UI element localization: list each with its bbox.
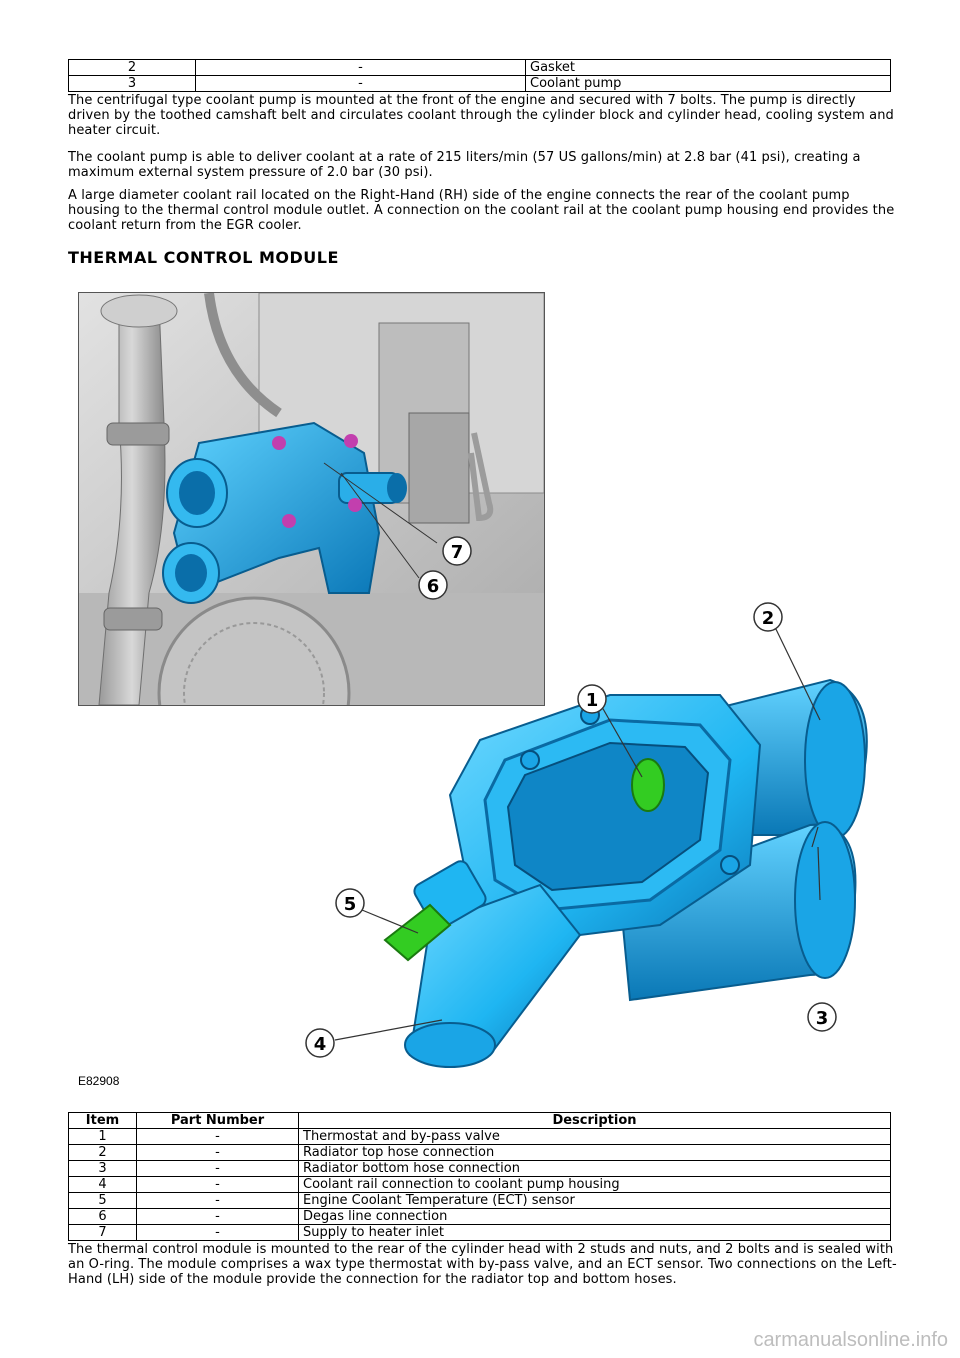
callout-1 <box>578 685 606 713</box>
item-cell: 5 <box>69 1193 137 1209</box>
part-number-cell: - <box>196 76 526 92</box>
svg-text:2: 2 <box>761 608 775 629</box>
callout-5 <box>336 889 364 917</box>
header-item: Item <box>69 1113 137 1129</box>
table-row <box>69 1161 891 1177</box>
svg-text:7: 7 <box>450 542 464 563</box>
parts-table <box>68 1112 891 1241</box>
table-row <box>69 1193 891 1209</box>
table-row <box>69 1177 891 1193</box>
svg-text:6: 6 <box>426 576 440 597</box>
table-header-row <box>69 1113 891 1129</box>
table-row <box>69 1129 891 1145</box>
item-cell: 6 <box>69 1209 137 1225</box>
description-cell: Radiator bottom hose connection <box>299 1161 891 1177</box>
header-description: Description <box>299 1113 891 1129</box>
table-row <box>69 1225 891 1241</box>
callout-3 <box>808 1003 836 1031</box>
callout-4 <box>306 1029 334 1057</box>
description-cell: Coolant rail connection to coolant pump housing <box>299 1177 891 1193</box>
thermal-module-diagram <box>290 595 890 1085</box>
part-number-cell: - <box>137 1161 299 1177</box>
table-row <box>69 1209 891 1225</box>
item-cell: 4 <box>69 1177 137 1193</box>
item-cell: 2 <box>69 60 196 76</box>
svg-text:1: 1 <box>585 690 599 711</box>
item-cell: 2 <box>69 1145 137 1161</box>
callout-2 <box>754 603 782 631</box>
description-cell: Coolant pump <box>526 76 891 92</box>
item-cell: 7 <box>69 1225 137 1241</box>
figure-id: E82908 <box>78 1074 120 1088</box>
part-number-cell: - <box>137 1193 299 1209</box>
table-row <box>69 60 891 76</box>
paragraph-coolant-pump: The centrifugal type coolant pump is mounted at the front of the engine and secured with 7 bolts. The pump is directly driven by the toothed camshaft belt and circulates coolant through the cylinder block and cylinder head, cooling system and heater circuit. <box>68 93 894 138</box>
paragraph-coolant-rail: A large diameter coolant rail located on the Right-Hand (RH) side of the engine connects the rear of the coolant pump housing to the thermal control module outlet. A connection on the coolant rail at the coolant pump housing end provides the coolant return from the EGR cooler. <box>68 188 895 233</box>
callout-7 <box>443 537 471 565</box>
top-parts-table <box>68 59 891 92</box>
description-cell: Supply to heater inlet <box>299 1225 891 1241</box>
part-number-cell: - <box>137 1177 299 1193</box>
description-cell: Gasket <box>526 60 891 76</box>
svg-text:5: 5 <box>343 894 357 915</box>
item-cell: 3 <box>69 1161 137 1177</box>
site-watermark: carmanualsonline.info <box>753 1329 948 1351</box>
table-row <box>69 1145 891 1161</box>
header-part-number: Part Number <box>137 1113 299 1129</box>
part-number-cell: - <box>137 1129 299 1145</box>
paragraph-thermal-module: The thermal control module is mounted to the rear of the cylinder head with 2 studs and nuts, and 2 bolts and is sealed with an O-ring. The module comprises a wax type thermostat with by-pass valve, and an ECT sensor. Two connections on the Left-Hand (LH) side of the module provide the connection for the radiator top and bottom hoses. <box>68 1242 897 1287</box>
part-number-cell: - <box>137 1225 299 1241</box>
description-cell: Degas line connection <box>299 1209 891 1225</box>
item-cell: 3 <box>69 76 196 92</box>
part-number-cell: - <box>196 60 526 76</box>
svg-text:4: 4 <box>313 1034 327 1055</box>
description-cell: Thermostat and by-pass valve <box>299 1129 891 1145</box>
paragraph-pump-rate: The coolant pump is able to deliver coolant at a rate of 215 liters/min (57 US gallons/min) at 2.8 bar (41 psi), creating a maximum external system pressure of 2.0 bar (30 psi). <box>68 150 861 180</box>
section-title: THERMAL CONTROL MODULE <box>68 248 339 267</box>
description-cell: Engine Coolant Temperature (ECT) sensor <box>299 1193 891 1209</box>
part-number-cell: - <box>137 1145 299 1161</box>
svg-text:3: 3 <box>815 1008 829 1029</box>
item-cell: 1 <box>69 1129 137 1145</box>
description-cell: Radiator top hose connection <box>299 1145 891 1161</box>
table-row <box>69 76 891 92</box>
part-number-cell: - <box>137 1209 299 1225</box>
